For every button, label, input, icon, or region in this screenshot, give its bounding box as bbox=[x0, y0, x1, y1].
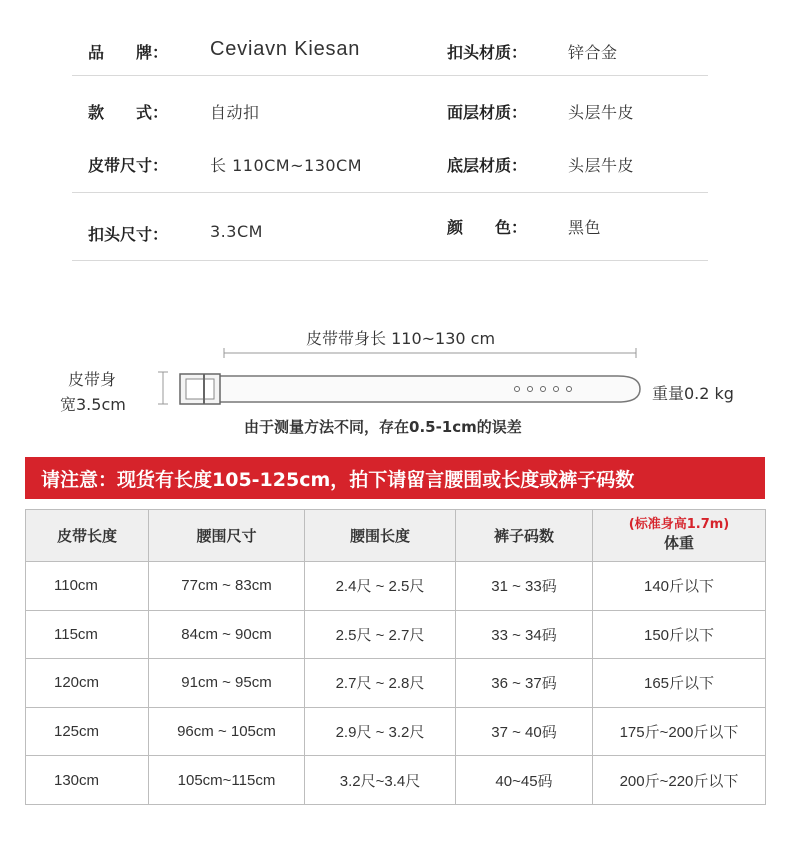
table-cell: 150斤以下 bbox=[593, 610, 766, 659]
table-cell: 40~45码 bbox=[456, 756, 593, 805]
header-pants-size: 裤子码数 bbox=[456, 510, 593, 562]
table-cell: 125cm bbox=[26, 707, 149, 756]
style-label: 款 式： bbox=[88, 103, 169, 122]
brand-value: Ceviavn Kiesan bbox=[210, 38, 361, 60]
error-note: 由于测量方法不同，存在0.5-1cm的误差 bbox=[244, 418, 522, 436]
table-cell: 130cm bbox=[26, 756, 149, 805]
buckle-size-label: 扣头尺寸： bbox=[88, 225, 169, 244]
face-material-value: 头层牛皮 bbox=[568, 103, 635, 122]
table-row bbox=[26, 659, 766, 708]
style-value: 自动扣 bbox=[210, 103, 260, 122]
belt-size-label: 皮带尺寸： bbox=[88, 156, 169, 175]
brand-label: 品 牌： bbox=[88, 43, 169, 62]
table-cell: 2.7尺 ~ 2.8尺 bbox=[305, 659, 456, 708]
table-cell: 31 ~ 33码 bbox=[456, 562, 593, 611]
table-row bbox=[26, 562, 766, 611]
weight-label: 重量0.2 kg bbox=[652, 384, 734, 403]
table-row bbox=[26, 756, 766, 805]
table-cell: 2.9尺 ~ 3.2尺 bbox=[305, 707, 456, 756]
base-material-label: 底层材质： bbox=[447, 156, 528, 175]
table-cell: 110cm bbox=[26, 562, 149, 611]
header-belt-length: 皮带长度 bbox=[26, 510, 149, 562]
table-cell: 120cm bbox=[26, 659, 149, 708]
table-row bbox=[26, 610, 766, 659]
table-cell: 2.5尺 ~ 2.7尺 bbox=[305, 610, 456, 659]
buckle-size-value: 3.3CM bbox=[210, 222, 263, 241]
table-cell: 96cm ~ 105cm bbox=[149, 707, 305, 756]
length-label: 皮带带身长 110~130 cm bbox=[306, 329, 496, 348]
notice-banner bbox=[25, 457, 765, 499]
table-cell: 37 ~ 40码 bbox=[456, 707, 593, 756]
notice-text: 请注意：现货有长度105-125cm，拍下请留言腰围或长度或裤子码数 bbox=[41, 469, 635, 491]
table-cell: 105cm~115cm bbox=[149, 756, 305, 805]
table-cell: 2.4尺 ~ 2.5尺 bbox=[305, 562, 456, 611]
color-value: 黑色 bbox=[568, 218, 602, 237]
face-material-label: 面层材质： bbox=[447, 103, 528, 122]
header-weight bbox=[593, 510, 766, 562]
header-weight-label: 体重 bbox=[663, 534, 694, 552]
table-cell: 165斤以下 bbox=[593, 659, 766, 708]
width-label-line2: 宽3.5cm bbox=[60, 395, 126, 414]
table-cell: 3.2尺~3.4尺 bbox=[305, 756, 456, 805]
table-cell: 77cm ~ 83cm bbox=[149, 562, 305, 611]
base-material-value: 头层牛皮 bbox=[568, 156, 635, 175]
table-header-row bbox=[26, 510, 766, 562]
buckle-material-label: 扣头材质： bbox=[447, 43, 528, 62]
table-cell: 91cm ~ 95cm bbox=[149, 659, 305, 708]
weight-height-note: (标准身高1.7m) bbox=[628, 517, 730, 532]
size-table bbox=[25, 509, 766, 805]
table-cell: 140斤以下 bbox=[593, 562, 766, 611]
table-cell: 84cm ~ 90cm bbox=[149, 610, 305, 659]
header-waist-length: 腰围长度 bbox=[305, 510, 456, 562]
table-cell: 36 ~ 37码 bbox=[456, 659, 593, 708]
belt-size-value: 长 110CM~130CM bbox=[210, 156, 363, 175]
table-cell: 175斤~200斤以下 bbox=[593, 707, 766, 756]
table-cell: 115cm bbox=[26, 610, 149, 659]
color-label: 颜 色： bbox=[447, 218, 528, 237]
table-cell: 33 ~ 34码 bbox=[456, 610, 593, 659]
header-waist-size: 腰围尺寸 bbox=[149, 510, 305, 562]
table-cell: 200斤~220斤以下 bbox=[593, 756, 766, 805]
table-row bbox=[26, 707, 766, 756]
buckle-material-value: 锌合金 bbox=[568, 43, 618, 62]
width-label-line1: 皮带身 bbox=[68, 370, 117, 389]
